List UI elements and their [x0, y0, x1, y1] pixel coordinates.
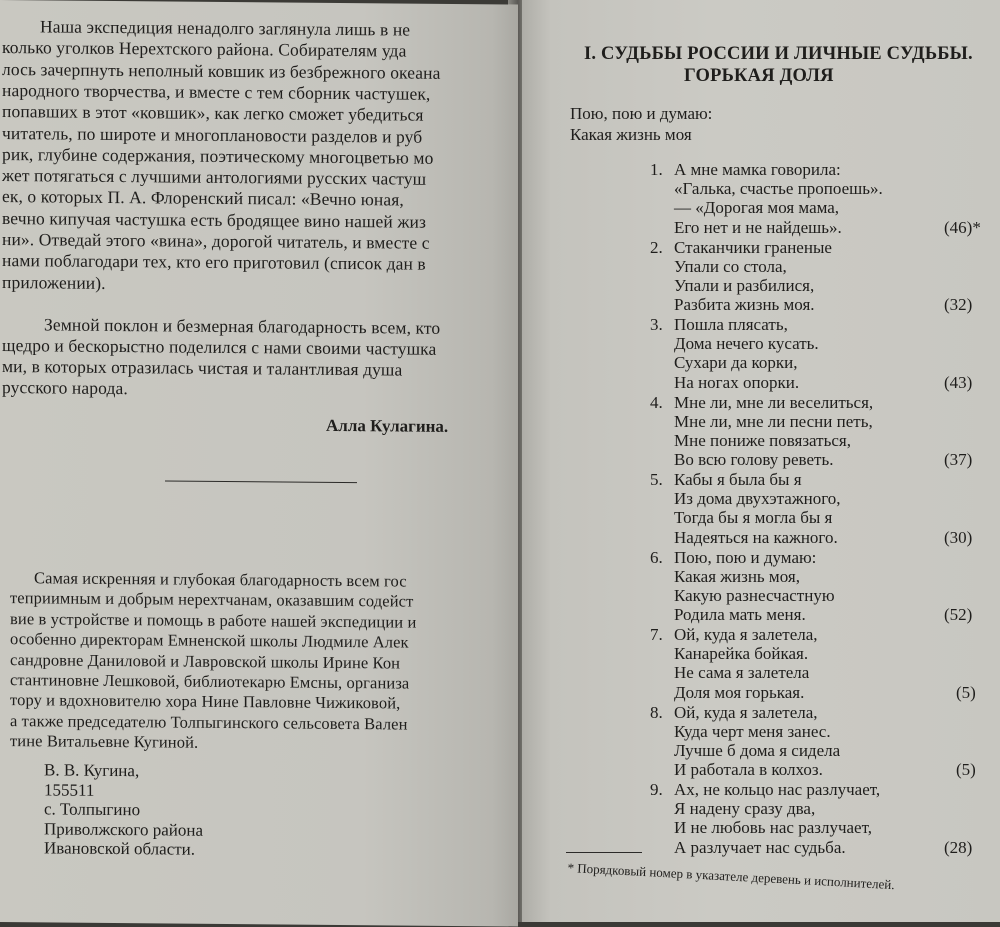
text-line: тине Витальевне Кугиной.	[10, 731, 199, 752]
text-line: лось зачерпнуть неполный ковшик из безбрежного океана	[2, 58, 441, 83]
verse-line: Во всю голову реветь.	[674, 450, 834, 470]
text-line: Самая искренняя и глубокая благодарность всем гос	[34, 568, 407, 591]
text-line: щедро и бескорыстно поделился с нами своими частушка	[2, 335, 437, 359]
text-line: русского народа.	[2, 377, 128, 399]
verse-line: Разбита жизнь моя.	[674, 295, 815, 315]
performer-reference: (37)	[944, 450, 973, 470]
verse-number: 7.	[650, 625, 663, 644]
address-line: Приволжского района	[44, 818, 204, 840]
verse-number: 5.	[650, 470, 663, 489]
performer-reference: (32)	[944, 295, 973, 315]
verse-number: 4.	[650, 392, 663, 412]
verse-line: Дома нечего кусать.	[674, 334, 819, 354]
verse-line: Какую разнесчастную	[674, 585, 835, 605]
performer-reference: (5)	[956, 760, 976, 780]
verse-line: И работала в колхоз.	[674, 760, 823, 780]
performer-reference: (28)	[944, 837, 973, 857]
text-line: ми, в которых отразилась чистая и талантливая душа	[2, 356, 403, 380]
verse-line: «Галька, счастье пропоешь».	[674, 179, 883, 199]
verse-line: — «Дорогая моя мама,	[674, 198, 840, 218]
intro-paragraph	[0, 0, 518, 293]
verse-line: Доля моя горькая.	[674, 682, 805, 702]
verse-number: 1.	[650, 160, 663, 179]
verse-line: Стаканчики граненые	[674, 237, 832, 257]
performer-reference: (43)	[944, 372, 973, 392]
signature: Алла Кулагина.	[326, 415, 449, 436]
verse-line: Тогда бы я могла бы я	[674, 508, 833, 528]
text-line: приложении).	[2, 271, 106, 293]
text-line: Земной поклон и безмерная благодарность всем, кто	[44, 314, 441, 338]
verse-line: Мне ли, мне ли веселиться,	[674, 392, 874, 412]
verse-line: И не любовь нас разлучает,	[674, 818, 873, 838]
verse-number: 2.	[650, 237, 663, 257]
verse-line: Мне пониже повязаться,	[674, 430, 851, 450]
verse-line: Ах, не кольцо нас разлучает,	[674, 780, 881, 799]
verse-line: Лучше б дома я сидела	[674, 740, 841, 760]
verse-line: Родила мать меня.	[674, 605, 806, 625]
text-line: а также председателю Толпыгинского сельсовета Вален	[10, 710, 408, 734]
chapter-title: I. СУДЬБЫ РОССИИ И ЛИЧНЫЕ СУДЬБЫ.	[584, 44, 973, 64]
verse-number: 8.	[650, 702, 663, 722]
verse-line: Кабы я была бы я	[674, 470, 802, 489]
verse-line: Не сама я залетела	[674, 663, 810, 683]
verse-line: Из дома двухэтажного,	[674, 489, 841, 509]
right-page	[522, 0, 1000, 922]
verse-line: Надеяться на кажного.	[674, 527, 838, 547]
verse-number: 9.	[650, 780, 663, 799]
verse-line: А мне мамка говорила:	[674, 160, 841, 179]
performer-reference: (5)	[956, 682, 976, 702]
footnote: * Порядковый номер в указателе деревень и исполнителей.	[567, 860, 895, 893]
text-line: жет потягаться с лучшими антологиями русских частуш	[2, 165, 427, 189]
chapter-subtitle: ГОРЬКАЯ ДОЛЯ	[684, 66, 834, 86]
text-line: вие в устройстве и помощь в работе нашей экспедиции и	[10, 608, 417, 632]
text-line: нами поблагодари тех, кто его приготовил (список дан в	[2, 250, 426, 275]
verse-line: Канарейка бойкая.	[674, 644, 809, 664]
verse-line: Упали и разбилися,	[674, 275, 815, 295]
text-line: колько уголков Нерехтского района. Собирателям уда	[2, 37, 407, 61]
text-line: Наша экспедиция ненадолго заглянула лишь в не	[40, 16, 411, 40]
text-line: народного творчества, и вместе с тем сборник частушек,	[2, 79, 431, 104]
text-line: ек, о которых П. А. Флоренский писал: «Вечно юная,	[2, 186, 404, 210]
verse-line: Куда черт меня занес.	[674, 721, 831, 741]
verse-line: Мне ли, мне ли песни петь,	[674, 411, 873, 431]
verse-line: Пошла плясать,	[674, 315, 788, 334]
verse-line: Я надену сразу два,	[674, 799, 816, 819]
performer-reference: (46)*	[944, 217, 981, 237]
performer-reference: (52)	[944, 605, 973, 625]
verse-line: На ногах опорки.	[674, 372, 800, 392]
text-line: ни». Отведай этого «вина», дорогой читатель, и вместе с	[2, 229, 430, 253]
text-line: сандровне Даниловой и Лавровской школы Ирине Кон	[10, 649, 401, 673]
address-line: В. В. Кугина,	[44, 760, 140, 781]
address-line: Ивановской области.	[44, 838, 196, 859]
text-line: попавших в этот «ковшик», как легко сможет убедиться	[2, 101, 424, 125]
verse-line: Пою, пою и думаю:	[674, 547, 817, 567]
address-line: 155511	[44, 779, 95, 800]
verse-line: Упали со стола,	[674, 256, 787, 276]
text-line: тору и вдохновителю хора Нине Павловне Чижиковой,	[10, 690, 401, 713]
verse-number: 6.	[650, 547, 663, 567]
text-line: рик, глубине содержания, поэтическому многоцветью мо	[2, 143, 434, 168]
epigraph-line: Какая жизнь моя	[570, 125, 692, 144]
text-line: стантиновне Лешковой, библиотекарю Емсны, организа	[10, 670, 410, 693]
text-line: читатель, по широте и многоплановости разделов и руб	[2, 122, 423, 147]
address-line: с. Толпыгино	[44, 799, 141, 820]
verse-line: Какая жизнь моя,	[674, 566, 800, 586]
section-divider	[165, 480, 357, 483]
text-line: вечно кипучая частушка есть бродящее вино нашей жиз	[2, 207, 427, 232]
text-line: теприимным и добрым нерехтчанам, оказавшим содейст	[10, 588, 414, 611]
verse-line: Сухари да корки,	[674, 353, 798, 373]
performer-reference: (30)	[944, 527, 973, 547]
verse-number: 3.	[650, 315, 663, 334]
verse-line: Ой, куда я залетела,	[674, 625, 818, 644]
epigraph-line: Пою, пою и думаю:	[570, 104, 713, 123]
verse-line: А разлучает нас судьба.	[674, 837, 846, 857]
text-line: особенно директорам Емненской школы Людмиле Алек	[10, 629, 409, 652]
footnote-rule	[566, 852, 642, 853]
verse-line: Его нет и не найдешь».	[674, 217, 842, 237]
verse-line: Ой, куда я залетела,	[674, 702, 818, 722]
